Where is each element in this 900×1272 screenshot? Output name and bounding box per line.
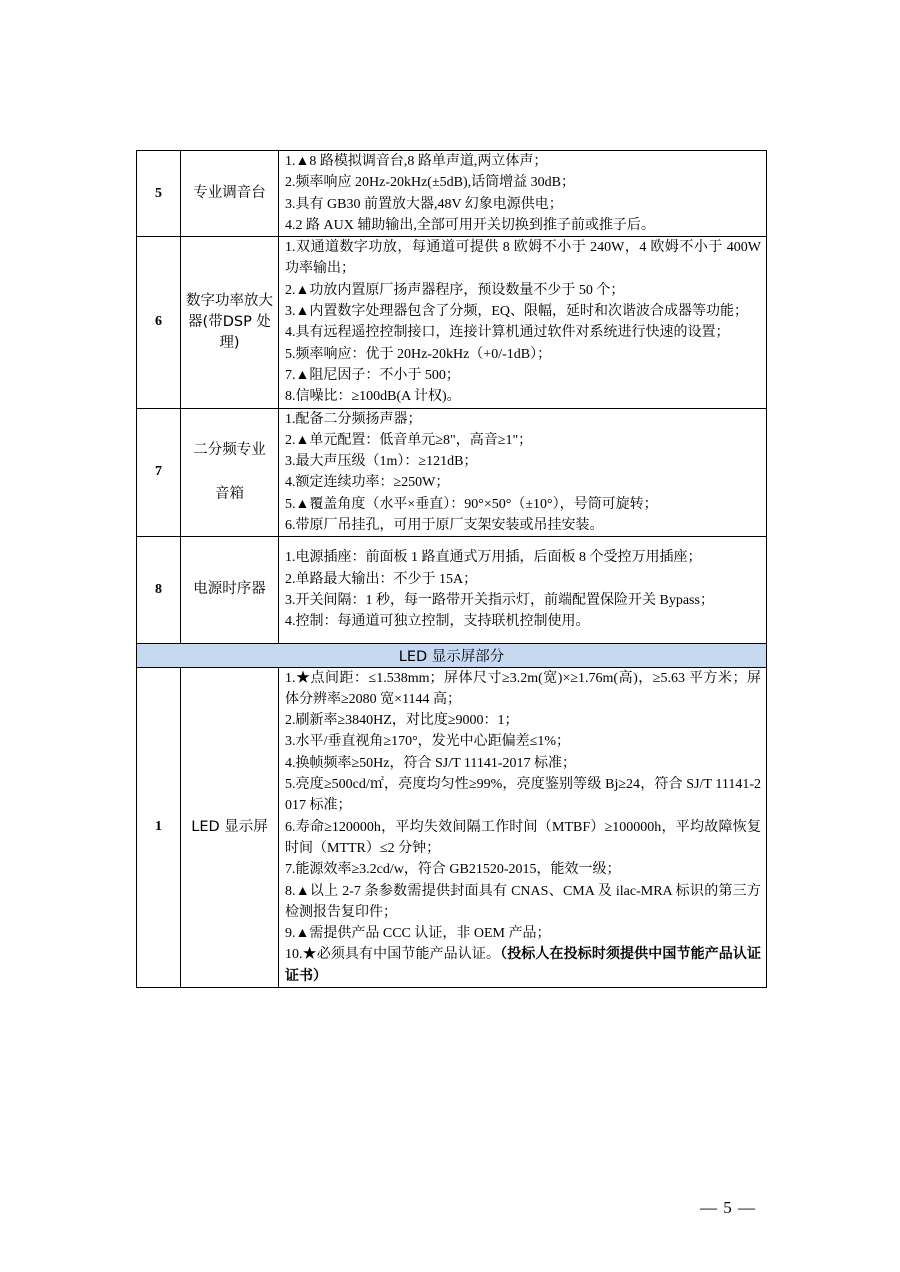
- spec-line: 2.▲功放内置原厂扬声器程序，预设数量不少于 50 个；: [285, 282, 625, 298]
- spec-line: 2.频率响应 20Hz-20kHz(±5dB),话筒增益 30dB；: [285, 175, 575, 191]
- table-row: [137, 667, 767, 987]
- spec-line: 4.具有远程遥控控制接口，连接计算机通过软件对系统进行快速的设置；: [285, 325, 730, 341]
- item-name: [181, 408, 279, 537]
- spec-cell: [279, 667, 767, 987]
- item-name: LED 显示屏: [181, 667, 279, 987]
- spec-line: 4.换帧频率≥50Hz，符合 SJ/T 11141-2017 标准；: [285, 755, 577, 771]
- spec-line: 3.开关间隔：1 秒，每一路带开关指示灯，前端配置保险开关 Bypass；: [285, 592, 714, 608]
- spec-line: 1.双通道数字功放，每通道可提供 8 欧姆不小于 240W，4 欧姆不小于 400W 功率输出；: [285, 240, 761, 277]
- spec-line: 2.▲单元配置：低音单元≥8"，高音≥1"；: [285, 432, 533, 448]
- spec-line-text: 10.★必须具有中国节能产品认证。: [285, 947, 501, 963]
- spec-line: 3.▲内置数字处理器包含了分频，EQ、限幅，延时和次谐波合成器等功能；: [285, 304, 749, 320]
- spec-line: 1.★点间距：≤1.538mm；屏体尺寸≥3.2m(宽)×≥1.76m(高)，≥5.63 平方米；屏体分辨率≥2080 宽×1144 高；: [285, 670, 761, 707]
- spec-cell: [279, 151, 767, 237]
- table-row: [137, 408, 767, 537]
- spec-line: 4.额定连续功率：≥250W；: [285, 475, 450, 491]
- spec-line: 4.2 路 AUX 辅助输出,全部可用开关切换到推子前或推子后。: [285, 217, 655, 233]
- spec-line: 1.电源插座：前面板 1 路直通式万用插，后面板 8 个受控万用插座；: [285, 550, 702, 566]
- spec-line: 1.配备二分频扬声器；: [285, 411, 422, 427]
- spec-line: 2.单路最大输出：不少于 15A；: [285, 571, 478, 587]
- section-title: LED 显示屏部分: [137, 643, 767, 667]
- spec-line: 6.带原厂吊挂孔，可用于原厂支架安装或吊挂安装。: [285, 518, 604, 534]
- spec-line-last: [285, 944, 761, 987]
- item-name-line: 音箱: [215, 485, 244, 502]
- page-number: — 5 —: [700, 1198, 756, 1217]
- row-number: 5: [137, 151, 181, 237]
- spec-cell: [279, 537, 767, 643]
- spec-line: 7.能源效率≥3.2cd/w，符合 GB21520-2015，能效一级；: [285, 862, 621, 878]
- spec-line: 1.▲8 路模拟调音台,8 路单声道,两立体声；: [285, 154, 548, 169]
- row-number: 6: [137, 237, 181, 408]
- spec-cell: [279, 408, 767, 537]
- spec-line: 3.水平/垂直视角≥170°，发光中心距偏差≤1%；: [285, 734, 571, 750]
- spec-cell: [279, 237, 767, 408]
- spec-line: 2.刷新率≥3840HZ，对比度≥9000：1；: [285, 713, 519, 729]
- item-name: 电源时序器: [181, 537, 279, 643]
- spec-line: 8.信噪比：≥100dB(A 计权)。: [285, 389, 461, 405]
- row-number: 1: [137, 667, 181, 987]
- spec-line: 3.具有 GB30 前置放大器,48V 幻象电源供电；: [285, 196, 563, 212]
- spec-line: 6.寿命≥120000h，平均失效间隔工作时间（MTBF）≥100000h，平均故障恢复时间（MTTR）≤2 分钟；: [285, 819, 761, 856]
- item-name: 数字功率放大器(带DSP 处理): [181, 237, 279, 408]
- item-name-line: 二分频专业: [193, 441, 266, 458]
- table-row: [137, 237, 767, 408]
- table-row: [137, 537, 767, 643]
- section-row: [137, 643, 767, 667]
- spec-line: 7.▲阻尼因子：不小于 500；: [285, 367, 460, 383]
- spec-line: 9.▲需提供产品 CCC 认证，非 OEM 产品；: [285, 926, 551, 942]
- spec-line: 8.▲以上 2-7 条参数需提供封面具有 CNAS、CMA 及 ilac-MRA 标识的第三方检测报告复印件；: [285, 883, 761, 920]
- spec-line-bold-text: （投标人在投标时须提供中国节能产品认证证书）: [285, 947, 762, 984]
- spec-line: 4.控制：每通道可独立控制，支持联机控制使用。: [285, 614, 590, 630]
- row-number: 7: [137, 408, 181, 537]
- item-name: 专业调音台: [181, 151, 279, 237]
- table-row: [137, 151, 767, 237]
- spec-line: 5.频率响应：优于 20Hz-20kHz（+0/-1dB）；: [285, 346, 552, 362]
- spec-line: 3.最大声压级（1m）：≥121dB；: [285, 454, 478, 470]
- spec-line: 5.亮度≥500cd/㎡，亮度均匀性≥99%，亮度鉴别等级 Bj≥24，符合 SJ/T 11141-2017 标准；: [285, 777, 761, 814]
- row-number: 8: [137, 537, 181, 643]
- spec-line: 5.▲覆盖角度（水平×垂直）：90°×50°（±10°），号筒可旋转；: [285, 496, 658, 512]
- spec-table: [136, 150, 767, 988]
